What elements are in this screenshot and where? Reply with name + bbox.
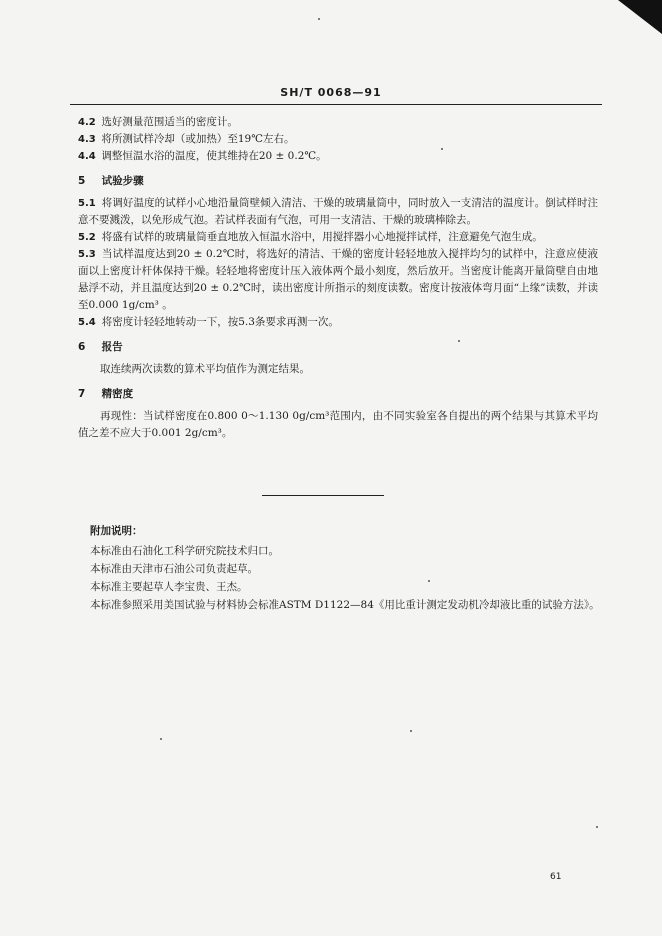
clause-4-3 (78, 131, 598, 148)
note-line: 本标准参照采用美国试验与材料协会标准ASTM D1122—84《用比重计测定发动机冷却液比重的试验方法》。 (90, 599, 600, 611)
clause-number: 4.4 (78, 151, 96, 162)
scan-corner-mark (618, 0, 662, 34)
clause-4-2 (78, 114, 598, 131)
note-line: 本标准由天津市石油公司负责起草。 (90, 563, 258, 575)
scan-speck (596, 826, 598, 828)
page-number: 61 (550, 872, 562, 882)
clause-number: 4.3 (78, 134, 96, 145)
section-number: 5 (78, 175, 86, 187)
section-title: 试验步骤 (101, 175, 144, 187)
section-6-text: 取连续两次读数的算术平均值作为测定结果。 (100, 363, 310, 375)
clause-number: 4.2 (78, 117, 96, 128)
clause-number: 5.4 (78, 317, 96, 328)
clause-5-1 (78, 195, 598, 229)
clause-text: 将密度计轻轻地转动一下，按5.3条要求再测一次。 (101, 316, 339, 328)
section-6-heading (78, 339, 598, 356)
document-body (78, 114, 598, 442)
section-number: 6 (78, 341, 86, 353)
section-7-text: 再现性：当试样密度在0.800 0～1.130 0g/cm³范围内，由不同实验室各自提出的两个结果与其算术平均值之差不应大于0.001 2g/cm³。 (78, 410, 598, 439)
note-line: 本标准由石油化工科学研究院技术归口。 (90, 545, 279, 557)
scan-speck (318, 18, 320, 20)
clause-5-4 (78, 314, 598, 331)
clause-4-4 (78, 148, 598, 165)
scan-speck (410, 730, 412, 732)
note-line: 本标准主要起草人李宝贵、王杰。 (90, 581, 248, 593)
header-rule (70, 104, 602, 105)
clause-number: 5.2 (78, 232, 96, 243)
section-title: 报告 (101, 341, 123, 353)
section-7-heading (78, 386, 598, 403)
section-5-heading (78, 173, 598, 190)
clause-number: 5.3 (78, 249, 96, 260)
clause-text: 将所测试样冷却（或加热）至19℃左右。 (101, 133, 295, 145)
clause-text: 将盛有试样的玻璃量筒垂直地放入恒温水浴中，用搅拌器小心地搅拌试样，注意避免气泡生成。 (101, 231, 543, 243)
clause-text: 选好测量范围适当的密度计。 (101, 116, 238, 128)
scan-speck (441, 148, 443, 150)
notes-title: 附加说明： (90, 525, 143, 537)
scan-speck (458, 340, 460, 342)
clause-text: 调整恒温水浴的温度，使其维持在20 ± 0.2℃。 (101, 150, 327, 162)
section-title: 精密度 (101, 388, 134, 400)
clause-5-2 (78, 229, 598, 246)
clause-5-3 (78, 246, 598, 314)
additional-notes (90, 522, 600, 614)
clause-text: 当试样温度达到20 ± 0.2℃时，将选好的清洁、干燥的密度计轻轻地放入搅拌均匀的试样中，注意应使液面以上密度计杆体保持干燥。轻轻地将密度计压入液体两个最小刻度，然后放开。当密度计能离开量筒壁自由地悬浮不动，并且温度达到20 ± 0.2℃时，读出密度计所指示的刻度读数。密度计按液体弯月面“上缘”读数，并读至0.000 1g/cm³ 。 (78, 248, 598, 311)
clause-text: 将调好温度的试样小心地沿量筒壁倾入清洁、干燥的玻璃量筒中，同时放入一支清洁的温度计。倒试样时注意不要溅泼，以免形成气泡。若试样表面有气泡，可用一支清洁、干燥的玻璃棒除去。 (78, 197, 598, 226)
scan-speck (428, 580, 430, 582)
section-number: 7 (78, 388, 86, 400)
clause-number: 5.1 (78, 198, 96, 209)
section-divider (262, 495, 384, 496)
standard-code-header: SH/T 0068—91 (280, 86, 382, 99)
scan-speck (160, 738, 162, 740)
